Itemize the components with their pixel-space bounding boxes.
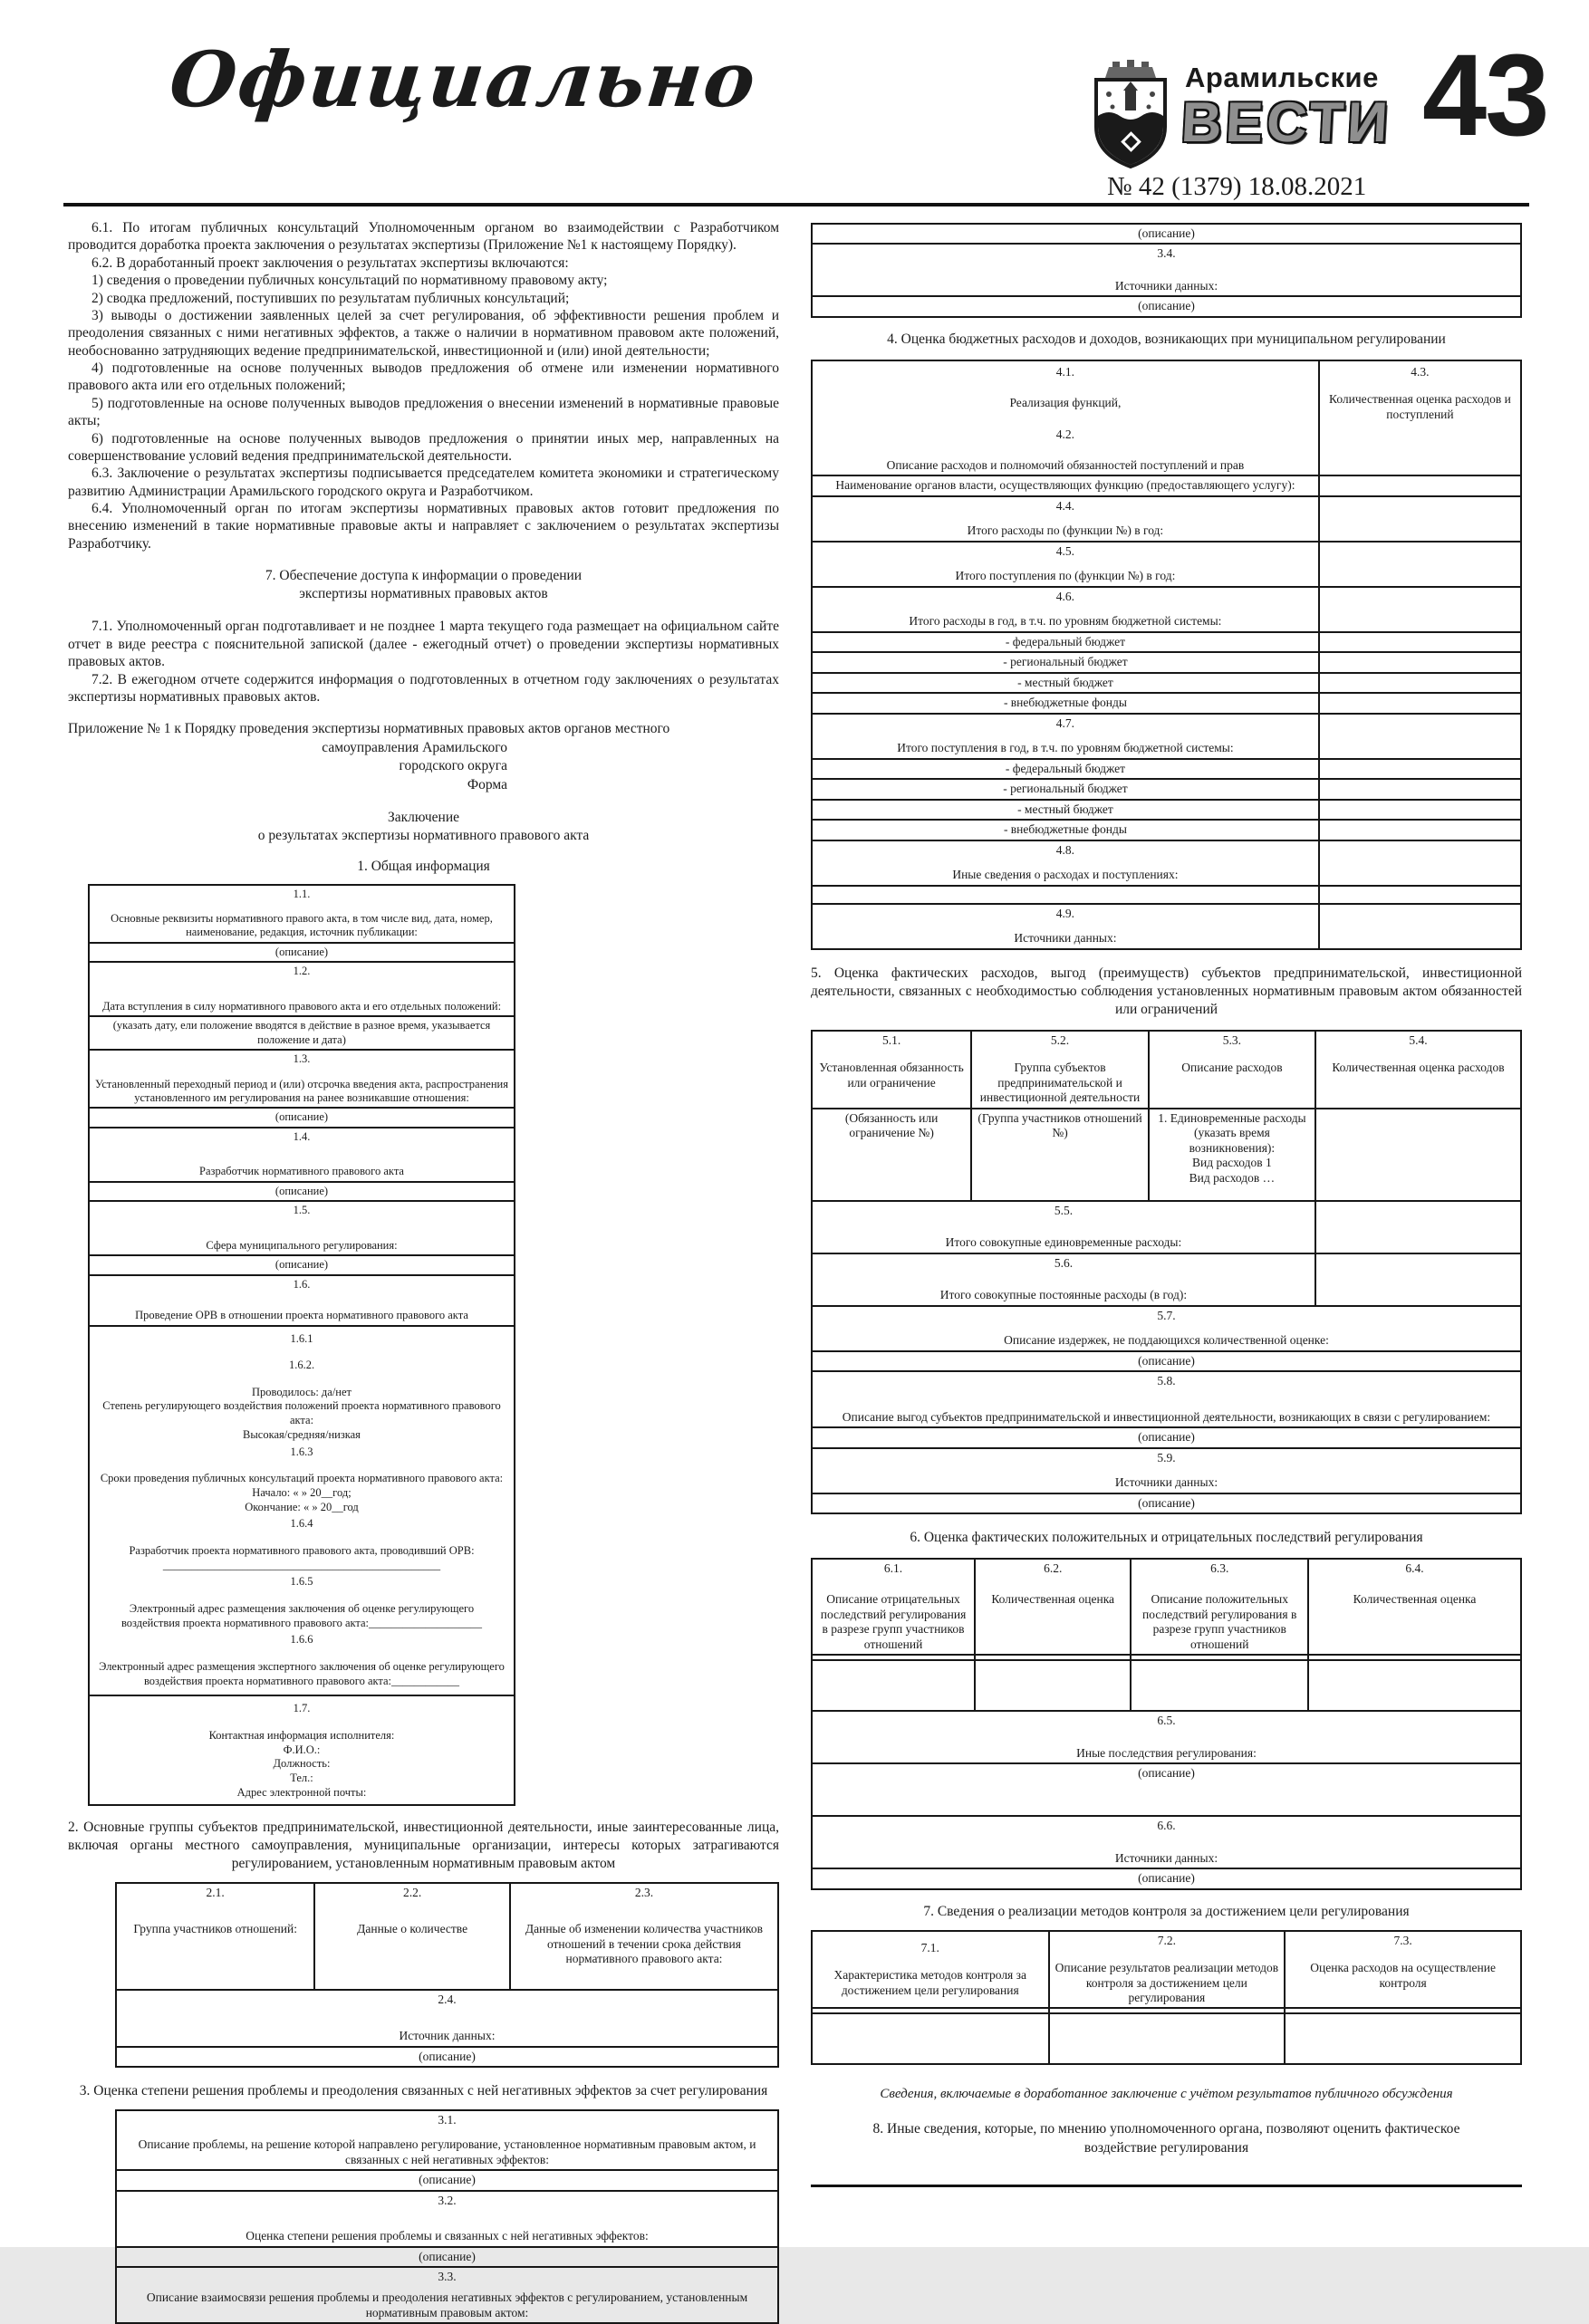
budget-line: - федеральный бюджет bbox=[812, 632, 1319, 652]
paragraph: 6.2. В доработанный проект заключения о результатах экспертизы включаются: bbox=[91, 254, 569, 271]
table-row: 2.4. Источник данных: bbox=[116, 1990, 778, 2047]
table-row: 5.6. Итого совокупные постоянные расходы (в год): bbox=[812, 1253, 1521, 1306]
budget-line: - внебюджетные фонды bbox=[812, 820, 1319, 840]
revision-note: Сведения, включаемые в доработанное заключение с учётом результатов публичного обсуждения bbox=[880, 2087, 1453, 2102]
table-row: 3.4. Источники данных: bbox=[812, 244, 1521, 296]
table-row: 6.6. Источники данных: bbox=[812, 1816, 1521, 1868]
table-actual-costs bbox=[811, 1030, 1522, 1514]
row-desc: (описание) bbox=[812, 1351, 1521, 1371]
table-row: 1.2. Дата вступления в силу нормативного правового акта и его отдельных положений: bbox=[89, 962, 515, 1016]
issue-number: № 42 (1379) 18.08.2021 bbox=[1107, 172, 1367, 201]
table-row: 1.6. Проведение ОРВ в отношении проекта нормативного правового акта bbox=[89, 1275, 515, 1326]
table-row: 7.1. Характеристика методов контроля за достижением цели регулирования 7.2. Описание результатов реализации методов контроля за достижением цели регулирования 7.3. Оценка расходов на осуществление контроля bbox=[812, 1931, 1521, 2009]
budget-line: - региональный бюджет bbox=[812, 779, 1319, 799]
section-2-heading: 2. Основные группы субъектов предпринимательской, инвестиционной деятельности, иные заинтересованные лица, включая органы местного самоуправления, муниципальные организации, интересы которых затрагиваются регулированием, установленным нормативным правовым актом bbox=[68, 1819, 779, 1871]
table-row: 6.1. Описание отрицательных последствий регулирования в разрезе групп участников отношений 6.2. Количественная оценка 6.3. Описание положительных последствий регулирования в разрезе групп участников отношений 6.4. Количественная оценка bbox=[812, 1559, 1521, 1655]
table-row bbox=[89, 943, 515, 963]
table-row bbox=[89, 1108, 515, 1128]
brand-title-bottom: ВЕСТИ bbox=[1180, 91, 1393, 154]
row-desc: (описание) bbox=[89, 943, 515, 963]
budget-line: - региональный бюджет bbox=[812, 652, 1319, 672]
table-row: 5.9. Источники данных: bbox=[812, 1448, 1521, 1493]
table-row: 4.7. Итого поступления в год, в т.ч. по уровням бюджетной системы: bbox=[812, 714, 1521, 759]
table-row: 1.3. Установленный переходный период и (или) отсрочка введения акта, распространения установленного им регулирования на ранее возникавшие отношения: bbox=[89, 1050, 515, 1108]
table-subject-groups bbox=[115, 1882, 779, 2068]
table-row bbox=[812, 886, 1521, 904]
table-row bbox=[812, 1493, 1521, 1513]
right-column bbox=[811, 219, 1522, 2187]
row-desc: (описание) bbox=[89, 1255, 515, 1275]
budget-line: - федеральный бюджет bbox=[812, 759, 1319, 779]
table-row: 1.4. Разработчик нормативного правового акта bbox=[89, 1128, 515, 1182]
row-desc: (описание) bbox=[812, 1493, 1521, 1513]
section-8-heading: 8. Иные сведения, которые, по мнению уполномоченного органа, позволяют оценить фактическое воздействие регулирования bbox=[872, 2121, 1460, 2156]
table-row bbox=[812, 1660, 1521, 1711]
table-row bbox=[812, 1351, 1521, 1371]
paragraph: 7.2. В ежегодном отчете содержится информация о подготовленных в отчетном году заключениях о результатах экспертизы нормативных правовых актов. bbox=[68, 671, 779, 705]
table-row bbox=[89, 1326, 515, 1696]
table-row bbox=[812, 673, 1521, 693]
table-row bbox=[812, 779, 1521, 799]
row-desc: (описание) bbox=[812, 1427, 1521, 1447]
table-row bbox=[812, 296, 1521, 316]
table-row bbox=[812, 693, 1521, 713]
table-row bbox=[812, 1427, 1521, 1447]
appendix-note: Приложение № 1 к Порядку проведения экспертизы нормативных правовых актов органов местного самоуправления Арамильского городского округа Форма bbox=[68, 721, 670, 792]
header-rule bbox=[63, 203, 1529, 206]
row-desc: (описание) bbox=[812, 296, 1521, 316]
table-row bbox=[89, 1182, 515, 1202]
table-row: 4.4. Итого расходы по (функции №) в год: bbox=[812, 496, 1521, 542]
table-row bbox=[812, 224, 1521, 244]
left-column bbox=[68, 219, 779, 2324]
table-row bbox=[812, 632, 1521, 652]
table-row: 4.1. Реализация функций, 4.2. Описание расходов и полномочий обязанностей поступлений и прав 4.3. Количественная оценка расходов и поступлений bbox=[812, 360, 1521, 475]
conclusion-title: Заключение о результатах экспертизы нормативного правового акта bbox=[257, 810, 590, 844]
table-row bbox=[812, 475, 1521, 495]
table-row bbox=[116, 2170, 778, 2190]
section-5-heading: 5. Оценка фактических расходов, выгод (преимуществ) субъектов предпринимательской, инвестиционной деятельности, связанных с необходимостью соблюдения установленных нормативным правовым актом обязанностей или ограничений bbox=[811, 965, 1522, 1017]
empty-row bbox=[812, 2013, 1049, 2064]
row-desc: (описание) bbox=[812, 224, 1521, 244]
table-row bbox=[812, 1868, 1521, 1888]
table-row: 5.7. Описание издержек, не поддающихся количественной оценке: bbox=[812, 1306, 1521, 1351]
table-row bbox=[116, 2047, 778, 2067]
section-3-heading: 3. Оценка степени решения проблемы и преодоления связанных с ней негативных эффектов за счет регулирования bbox=[79, 2083, 768, 2099]
section-7-heading: 7. Обеспечение доступа к информации о проведении экспертизы нормативных правовых актов bbox=[265, 568, 583, 602]
section-title-script: Официально bbox=[165, 34, 762, 124]
table-row bbox=[812, 652, 1521, 672]
table-row: 4.6. Итого расходы в год, в т.ч. по уровням бюджетной системы: bbox=[812, 587, 1521, 632]
budget-line: - внебюджетные фонды bbox=[812, 693, 1319, 713]
table-row: (Обязанность или ограничение №) (Группа участников отношений №) 1. Единовременные расходы (указать время возникновения): Вид расходов 1 Вид расходов … bbox=[812, 1109, 1521, 1201]
table-row: 4.8. Иные сведения о расходах и поступлениях: bbox=[812, 840, 1521, 886]
table-consequences bbox=[811, 1558, 1522, 1890]
row-desc: (указать дату, ели положение вводятся в действие в разное время, указывается положение и дата) bbox=[89, 1016, 515, 1050]
table-row bbox=[812, 759, 1521, 779]
table-row: 4.5. Итого поступления по (функции №) в год: bbox=[812, 542, 1521, 587]
table-problem-assessment bbox=[115, 2109, 779, 2324]
table-row bbox=[116, 2247, 778, 2267]
paragraph: 6) подготовленные на основе полученных выводов предложения о принятии иных мер, направленных на совершенствование условий ведения предпринимательской деятельности. bbox=[68, 430, 779, 464]
table-row: 1.5. Сфера муниципального регулирования: bbox=[89, 1201, 515, 1255]
table-row: 5.1. Установленная обязанность или ограничение 5.2. Группа субъектов предпринимательской и инвестиционной деятельности 5.3. Описание расходов 5.4. Количественная оценка расходов bbox=[812, 1031, 1521, 1109]
table-budget-assessment bbox=[811, 360, 1522, 950]
row-desc: (описание) bbox=[116, 2170, 778, 2190]
table-row: 1.1. Основные реквизиты нормативного правого акта, в том числе вид, дата, номер, наименование, редакция, источник публикации: bbox=[89, 885, 515, 943]
brand-title-top: Арамильские bbox=[1185, 62, 1379, 93]
empty-row bbox=[812, 1660, 975, 1711]
paragraph: 6.1. По итогам публичных консультаций Уполномоченным органом во взаимодействии с Разработчиком проводится доработка проекта заключения о результатах экспертизы (Приложение №1 к настоящему Порядку). bbox=[68, 220, 779, 254]
coat-of-arms-icon bbox=[1087, 60, 1174, 172]
table-row: 4.9. Источники данных: bbox=[812, 904, 1521, 949]
budget-line: - местный бюджет bbox=[812, 800, 1319, 820]
table-row: 3.1. Описание проблемы, на решение которой направлено регулирование, установленное нормативным правовым актом, и связанных с ней негативных эффектов: bbox=[116, 2110, 778, 2170]
section-4-heading: 4. Оценка бюджетных расходов и доходов, возникающих при муниципальном регулировании bbox=[887, 331, 1446, 347]
paragraph: 6.4. Уполномоченный орган по итогам экспертизы нормативных правовых актов готовит предложения по внесению изменений в такие нормативные правовые акты и направляет с заключением о результатах экспертизы Разработчику. bbox=[68, 501, 779, 552]
contact-block: 1.7. Контактная информация исполнителя: Ф.И.О.: Должность: Тел.: Адрес электронной почты: bbox=[208, 1702, 395, 1799]
page-number: 43 bbox=[1422, 31, 1548, 160]
table-general-info bbox=[88, 884, 515, 1806]
row-desc: (описание) bbox=[89, 1182, 515, 1202]
paragraph: 3) выводы о достижении заявленных целей за счет регулирования, об эффективности решения проблем и преодоления связанных с ними негативных эффектов, а также о наличии в нормативном правовом акте положений, необоснованно затрудняющих ведение предпринимательской, инвестиционной и (или) иной деятельности; bbox=[68, 307, 779, 359]
row-label: Наименование органов власти, осуществляющих функцию (предоставляющего услугу): bbox=[812, 475, 1319, 495]
paragraph: 5) подготовленные на основе полученных выводов предложения о внесении изменений в нормативные правовые акты; bbox=[68, 395, 779, 429]
table-row: 3.3. Описание взаимосвязи решения проблемы и преодоления негативных эффектов с регулированием, установленным нормативным правовым актом: bbox=[116, 2267, 778, 2323]
table-row bbox=[89, 1695, 515, 1804]
paragraph: 2) сводка предложений, поступивших по результатам публичных консультаций; bbox=[91, 290, 570, 306]
orv-block: 1.6.1 1.6.2. Проводилось: да/нет Степень регулирующего воздействия положений проекта нормативного правового акта: Высокая/средняя/низкая 1.6.3 Сроки проведения публичных консультаций проекта нормативного правового акта: Начало: « » 20__год; Окончание: « » 20__год 1.6.4 Разработчик проекта нормативного правового акта, проводивший ОРВ: _________________________________________________ 1.6.5 Электронный адрес размещения заключения об оценке регулирующего воздействия проекта нормативного правового акта:____________________ 1.6.6 Электронный адрес размещения экспертного заключения об оценке регулирующего воздействия проекта нормативного правового акта:____________ bbox=[99, 1331, 505, 1687]
table-control-methods bbox=[811, 1930, 1522, 2066]
row-desc: (описание) bbox=[89, 1108, 515, 1128]
paragraph: 7.1. Уполномоченный орган подготавливает и не позднее 1 марта текущего года размещает на официальном сайте отчет в виде реестра с пояснительной запиской (далее - ежегодный отчет) о проведении экспертизы нормативных правовых актов. bbox=[68, 619, 779, 670]
table-row bbox=[812, 1763, 1521, 1816]
budget-line: - местный бюджет bbox=[812, 673, 1319, 693]
table-row: 5.5. Итого совокупные единовременные расходы: bbox=[812, 1201, 1521, 1253]
row-desc: (описание) bbox=[116, 2047, 778, 2067]
table-row: 6.5. Иные последствия регулирования: bbox=[812, 1711, 1521, 1763]
paragraph: 1) сведения о проведении публичных консультаций по нормативному правовому акту; bbox=[91, 273, 608, 289]
empty-row bbox=[812, 886, 1319, 904]
table-row: 2.1. Группа участников отношений: 2.2. Данные о количестве 2.3. Данные об изменении количества участников отношений в течении срока действия нормативного правового акта: bbox=[116, 1883, 778, 1990]
table-row bbox=[89, 1016, 515, 1050]
row-desc: (описание) bbox=[812, 1763, 1521, 1816]
bottom-rule bbox=[811, 2185, 1522, 2187]
table-row: 3.2. Оценка степени решения проблемы и связанных с ней негативных эффектов: bbox=[116, 2191, 778, 2247]
section-1-heading: 1. Общая информация bbox=[357, 859, 490, 875]
table-3-continuation bbox=[811, 223, 1522, 318]
section-7r-heading: 7. Сведения о реализации методов контроля за достижением цели регулирования bbox=[923, 1903, 1410, 1919]
table-row bbox=[812, 820, 1521, 840]
table-row bbox=[812, 800, 1521, 820]
paragraph: 4) подготовленные на основе полученных выводов предложения об отмене или изменении нормативного правового акта или его отдельных положений; bbox=[68, 360, 779, 394]
table-row: 5.8. Описание выгод субъектов предпринимательской и инвестиционной деятельности, возникающих в связи с регулированием: bbox=[812, 1371, 1521, 1427]
table-row bbox=[812, 2013, 1521, 2064]
paragraph: 6.3. Заключение о результатах экспертизы подписывается председателем комитета экономики и стратегическому развитию Администрации Арамильского городского округа и Разработчиком. bbox=[68, 466, 779, 499]
section-6-heading: 6. Оценка фактических положительных и отрицательных последствий регулирования bbox=[910, 1530, 1423, 1546]
row-desc: (описание) bbox=[116, 2247, 778, 2267]
row-desc: (описание) bbox=[812, 1868, 1521, 1888]
table-row bbox=[89, 1255, 515, 1275]
